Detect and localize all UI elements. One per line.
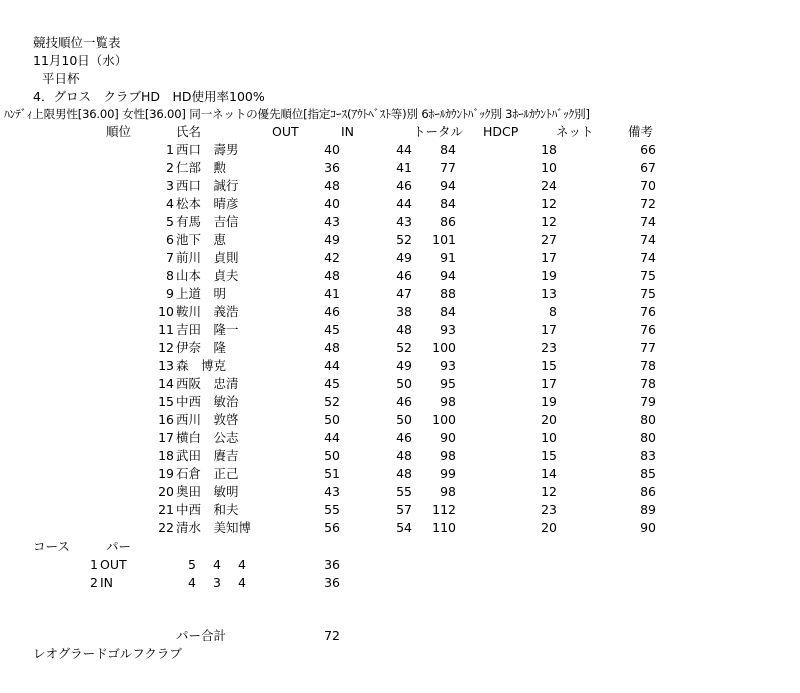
name-cell: 松本 晴彦 <box>176 196 239 211</box>
club-name: レオグラードゴルフクラブ <box>33 646 182 661</box>
scoring-format: 4．グロス クラブHD HD使用率100% <box>33 89 265 104</box>
name-cell: 西口 誠行 <box>176 178 239 193</box>
in-cell: 47 <box>396 286 412 301</box>
total-cell: 110 <box>432 520 456 535</box>
total-cell: 100 <box>432 340 456 355</box>
rank-cell: 14 <box>158 376 174 391</box>
net-cell: 74 <box>640 214 656 229</box>
table-row <box>0 465 800 483</box>
hdcp-cell: 17 <box>541 250 557 265</box>
hole-par: 3 <box>213 575 221 590</box>
total-cell: 99 <box>440 466 456 481</box>
out-cell: 50 <box>324 448 340 463</box>
out-cell: 48 <box>324 340 340 355</box>
hdcp-cell: 13 <box>541 286 557 301</box>
table-row <box>0 177 800 195</box>
rank-cell: 18 <box>158 448 174 463</box>
out-cell: 41 <box>324 286 340 301</box>
hdcp-cell: 23 <box>541 502 557 517</box>
par-total-value: 72 <box>324 628 340 643</box>
rank-cell: 22 <box>158 520 174 535</box>
rank-cell: 16 <box>158 412 174 427</box>
table-row <box>0 321 800 339</box>
in-cell: 38 <box>396 304 412 319</box>
total-cell: 93 <box>440 358 456 373</box>
table-row <box>0 339 800 357</box>
course-no: 2 <box>90 575 98 590</box>
out-cell: 44 <box>324 430 340 445</box>
hdcp-cell: 27 <box>541 232 557 247</box>
net-cell: 72 <box>640 196 656 211</box>
col-rank: 順位 <box>106 124 132 139</box>
net-cell: 78 <box>640 358 656 373</box>
table-row <box>0 375 800 393</box>
name-cell: 奥田 敏明 <box>176 484 239 499</box>
col-in: IN <box>341 124 355 139</box>
event-date: 11月10日（水） <box>33 53 128 68</box>
table-row <box>0 285 800 303</box>
rank-cell: 3 <box>166 178 174 193</box>
out-cell: 42 <box>324 250 340 265</box>
in-cell: 46 <box>396 268 412 283</box>
hole-par: 4 <box>213 557 221 572</box>
table-row <box>0 213 800 231</box>
in-cell: 46 <box>396 430 412 445</box>
hdcp-cell: 17 <box>541 376 557 391</box>
rank-cell: 5 <box>166 214 174 229</box>
name-cell: 上道 明 <box>176 286 227 301</box>
total-cell: 93 <box>440 322 456 337</box>
table-row <box>0 159 800 177</box>
column-header-row <box>0 123 800 141</box>
hdcp-cell: 19 <box>541 394 557 409</box>
total-cell: 101 <box>432 232 456 247</box>
par-total-label: パー合計 <box>176 628 227 643</box>
rank-cell: 20 <box>158 484 174 499</box>
name-cell: 清水 美知博 <box>176 520 252 535</box>
total-cell: 86 <box>440 214 456 229</box>
hdcp-cell: 10 <box>541 430 557 445</box>
course-label: コース <box>33 539 70 554</box>
name-cell: 西阪 忠清 <box>176 376 239 391</box>
hdcp-cell: 19 <box>541 268 557 283</box>
rank-cell: 12 <box>158 340 174 355</box>
net-cell: 89 <box>640 502 656 517</box>
out-cell: 56 <box>324 520 340 535</box>
out-cell: 55 <box>324 502 340 517</box>
total-cell: 95 <box>440 376 456 391</box>
course-no: 1 <box>90 557 98 572</box>
in-cell: 54 <box>396 520 412 535</box>
rank-cell: 19 <box>158 466 174 481</box>
name-cell: 前川 貞則 <box>176 250 239 265</box>
course-row <box>0 556 800 574</box>
hdcp-cell: 15 <box>541 358 557 373</box>
net-cell: 67 <box>640 160 656 175</box>
course-name: IN <box>100 575 114 590</box>
total-cell: 88 <box>440 286 456 301</box>
out-cell: 40 <box>324 196 340 211</box>
name-cell: 西川 敦啓 <box>176 412 239 427</box>
hdcp-cell: 15 <box>541 448 557 463</box>
out-cell: 44 <box>324 358 340 373</box>
in-cell: 48 <box>396 466 412 481</box>
rank-cell: 21 <box>158 502 174 517</box>
name-cell: 横白 公志 <box>176 430 239 445</box>
out-cell: 45 <box>324 376 340 391</box>
rank-cell: 15 <box>158 394 174 409</box>
table-row <box>0 393 800 411</box>
course-name: OUT <box>100 557 127 572</box>
net-cell: 78 <box>640 376 656 391</box>
hdcp-cell: 10 <box>541 160 557 175</box>
hdcp-cell: 14 <box>541 466 557 481</box>
net-cell: 70 <box>640 178 656 193</box>
net-cell: 77 <box>640 340 656 355</box>
hdcp-cell: 12 <box>541 484 557 499</box>
in-cell: 55 <box>396 484 412 499</box>
net-cell: 80 <box>640 430 656 445</box>
net-cell: 85 <box>640 466 656 481</box>
col-total: トータル <box>413 124 464 139</box>
in-cell: 50 <box>396 376 412 391</box>
net-cell: 74 <box>640 232 656 247</box>
name-cell: 鞍川 義浩 <box>176 304 239 319</box>
rank-cell: 4 <box>166 196 174 211</box>
in-cell: 46 <box>396 178 412 193</box>
hdcp-cell: 12 <box>541 214 557 229</box>
hole-par: 5 <box>188 557 196 572</box>
hdcp-cell: 18 <box>541 142 557 157</box>
out-cell: 50 <box>324 412 340 427</box>
net-cell: 76 <box>640 304 656 319</box>
hole-par: 4 <box>238 575 246 590</box>
net-cell: 83 <box>640 448 656 463</box>
net-cell: 90 <box>640 520 656 535</box>
out-cell: 48 <box>324 178 340 193</box>
table-row <box>0 231 800 249</box>
name-cell: 石倉 正己 <box>176 466 239 481</box>
in-cell: 44 <box>396 196 412 211</box>
name-cell: 池下 恵 <box>176 232 227 247</box>
col-net: ネット <box>556 124 594 139</box>
name-cell: 武田 賡吉 <box>176 448 239 463</box>
handicap-rules: ﾊﾝﾃﾞｨ上限男性[36.00] 女性[36.00] 同一ネットの優先順位[指定ｺｰｽ(ｱｳﾄﾍﾞｽﾄ等)別 6ﾎｰﾙｶｳﾝﾄﾊﾞｯｸ別 3ﾎｰﾙｶｳﾝﾄﾊﾞｯｸ別] <box>4 107 590 121</box>
table-row <box>0 141 800 159</box>
course-par: 36 <box>324 557 340 572</box>
table-row <box>0 195 800 213</box>
hdcp-cell: 12 <box>541 196 557 211</box>
name-cell: 森 博克 <box>176 358 227 373</box>
in-cell: 41 <box>396 160 412 175</box>
name-cell: 中西 敏治 <box>176 394 239 409</box>
table-row <box>0 501 800 519</box>
total-cell: 84 <box>440 142 456 157</box>
in-cell: 46 <box>396 394 412 409</box>
hdcp-cell: 8 <box>549 304 557 319</box>
total-cell: 90 <box>440 430 456 445</box>
table-row <box>0 483 800 501</box>
col-remarks: 備考 <box>628 124 654 139</box>
net-cell: 76 <box>640 322 656 337</box>
course-par: 36 <box>324 575 340 590</box>
in-cell: 50 <box>396 412 412 427</box>
rank-cell: 17 <box>158 430 174 445</box>
out-cell: 43 <box>324 484 340 499</box>
hdcp-cell: 23 <box>541 340 557 355</box>
hdcp-cell: 20 <box>541 412 557 427</box>
hdcp-cell: 20 <box>541 520 557 535</box>
out-cell: 43 <box>324 214 340 229</box>
name-cell: 吉田 隆一 <box>176 322 239 337</box>
in-cell: 49 <box>396 358 412 373</box>
total-cell: 94 <box>440 268 456 283</box>
name-cell: 仁部 勲 <box>176 160 227 175</box>
hdcp-cell: 17 <box>541 322 557 337</box>
name-cell: 中西 和夫 <box>176 502 239 517</box>
rank-cell: 13 <box>158 358 174 373</box>
in-cell: 48 <box>396 448 412 463</box>
par-label: パー <box>106 539 132 554</box>
name-cell: 山本 貞夫 <box>176 268 239 283</box>
table-row <box>0 249 800 267</box>
rank-cell: 6 <box>166 232 174 247</box>
net-cell: 75 <box>640 268 656 283</box>
total-cell: 84 <box>440 304 456 319</box>
in-cell: 48 <box>396 322 412 337</box>
total-cell: 94 <box>440 178 456 193</box>
col-out: OUT <box>272 124 299 139</box>
out-cell: 52 <box>324 394 340 409</box>
rank-cell: 2 <box>166 160 174 175</box>
table-row <box>0 411 800 429</box>
rank-cell: 10 <box>158 304 174 319</box>
out-cell: 36 <box>324 160 340 175</box>
net-cell: 75 <box>640 286 656 301</box>
name-cell: 西口 壽男 <box>176 142 239 157</box>
rank-cell: 8 <box>166 268 174 283</box>
table-row <box>0 303 800 321</box>
name-cell: 伊奈 隆 <box>176 340 227 355</box>
out-cell: 51 <box>324 466 340 481</box>
report-title: 競技順位一覧表 <box>33 35 121 50</box>
col-hdcp: HDCP <box>483 124 519 139</box>
table-row <box>0 519 800 537</box>
total-cell: 91 <box>440 250 456 265</box>
rank-cell: 1 <box>166 142 174 157</box>
total-cell: 98 <box>440 484 456 499</box>
in-cell: 44 <box>396 142 412 157</box>
rank-cell: 9 <box>166 286 174 301</box>
table-row <box>0 357 800 375</box>
hole-par: 4 <box>188 575 196 590</box>
rank-cell: 7 <box>166 250 174 265</box>
in-cell: 52 <box>396 232 412 247</box>
cup-name: 平日杯 <box>42 71 80 86</box>
table-row <box>0 429 800 447</box>
net-cell: 74 <box>640 250 656 265</box>
col-name: 氏名 <box>176 124 202 139</box>
hdcp-cell: 24 <box>541 178 557 193</box>
net-cell: 66 <box>640 142 656 157</box>
out-cell: 48 <box>324 268 340 283</box>
total-cell: 84 <box>440 196 456 211</box>
table-row <box>0 267 800 285</box>
rank-cell: 11 <box>158 322 174 337</box>
in-cell: 52 <box>396 340 412 355</box>
net-cell: 86 <box>640 484 656 499</box>
name-cell: 有馬 吉信 <box>176 214 239 229</box>
total-cell: 77 <box>440 160 456 175</box>
table-row <box>0 447 800 465</box>
hole-par: 4 <box>238 557 246 572</box>
out-cell: 40 <box>324 142 340 157</box>
in-cell: 57 <box>396 502 412 517</box>
total-cell: 98 <box>440 394 456 409</box>
in-cell: 49 <box>396 250 412 265</box>
net-cell: 80 <box>640 412 656 427</box>
total-cell: 98 <box>440 448 456 463</box>
total-cell: 112 <box>432 502 456 517</box>
total-cell: 100 <box>432 412 456 427</box>
out-cell: 49 <box>324 232 340 247</box>
net-cell: 79 <box>640 394 656 409</box>
in-cell: 43 <box>396 214 412 229</box>
out-cell: 46 <box>324 304 340 319</box>
out-cell: 45 <box>324 322 340 337</box>
course-row <box>0 574 800 592</box>
